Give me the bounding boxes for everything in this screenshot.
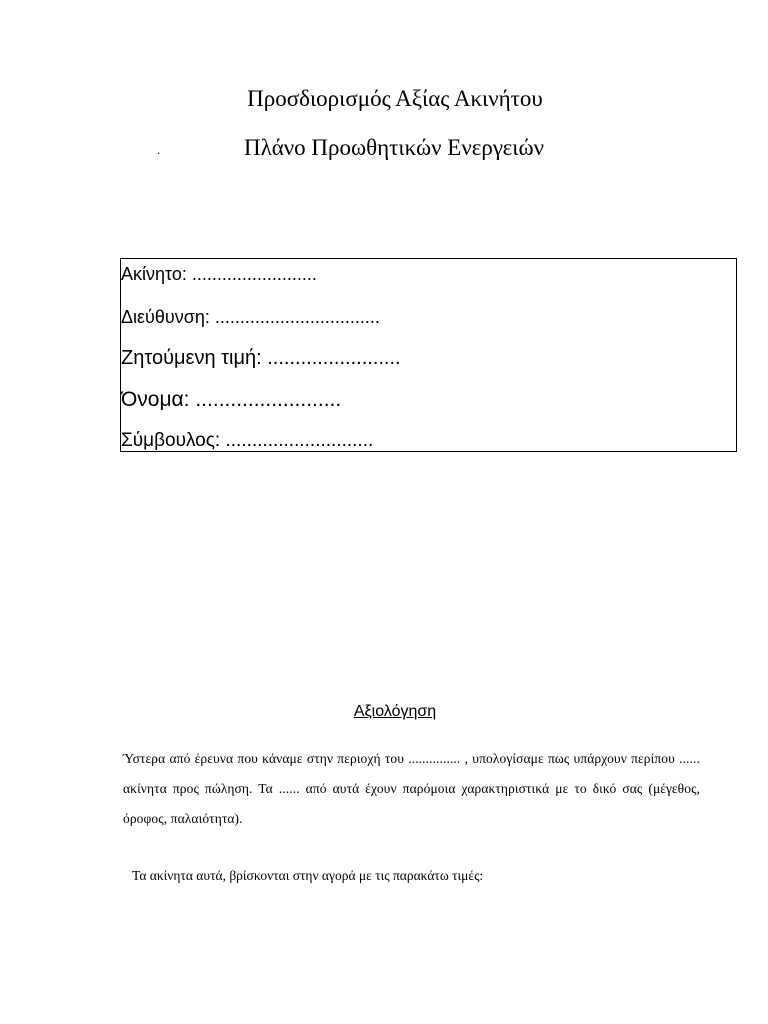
- evaluation-paragraph: Ύστερα από έρευνα που κάναμε στην περιοχή του ............... , υπολογίσαμε πως υπάρχουν περίπου ...... ακίνητα προς πώληση. Τα ...... από αυτά έχουν παρόμοια χαρακτηριστικά με το δικό σας (μέγεθος, όροφος, παλαιότητα).: [123, 751, 700, 826]
- asking-price-field: Ζητούμενη τιμή: ........................: [121, 347, 401, 369]
- advisor-field: Σύμβουλος: ............................: [121, 430, 374, 451]
- property-field: Ακίνητο: .........................: [121, 264, 317, 284]
- document-subtitle: Πλάνο Προωθητικών Ενεργειών: [243, 135, 545, 160]
- evaluation-heading: Αξιολόγηση: [353, 703, 437, 720]
- property-info-box: [120, 258, 737, 452]
- stray-dot-mark: .: [157, 142, 161, 157]
- prices-intro-paragraph: Τα ακίνητα αυτά, βρίσκονται στην αγορά με τις παρακάτω τιμές:: [132, 868, 484, 883]
- name-field: Όνομα: .........................: [121, 388, 342, 411]
- address-field: Διεύθυνση: .................................: [121, 307, 380, 327]
- document-title: Προσδιορισμός Αξίας Ακινήτου: [247, 86, 543, 111]
